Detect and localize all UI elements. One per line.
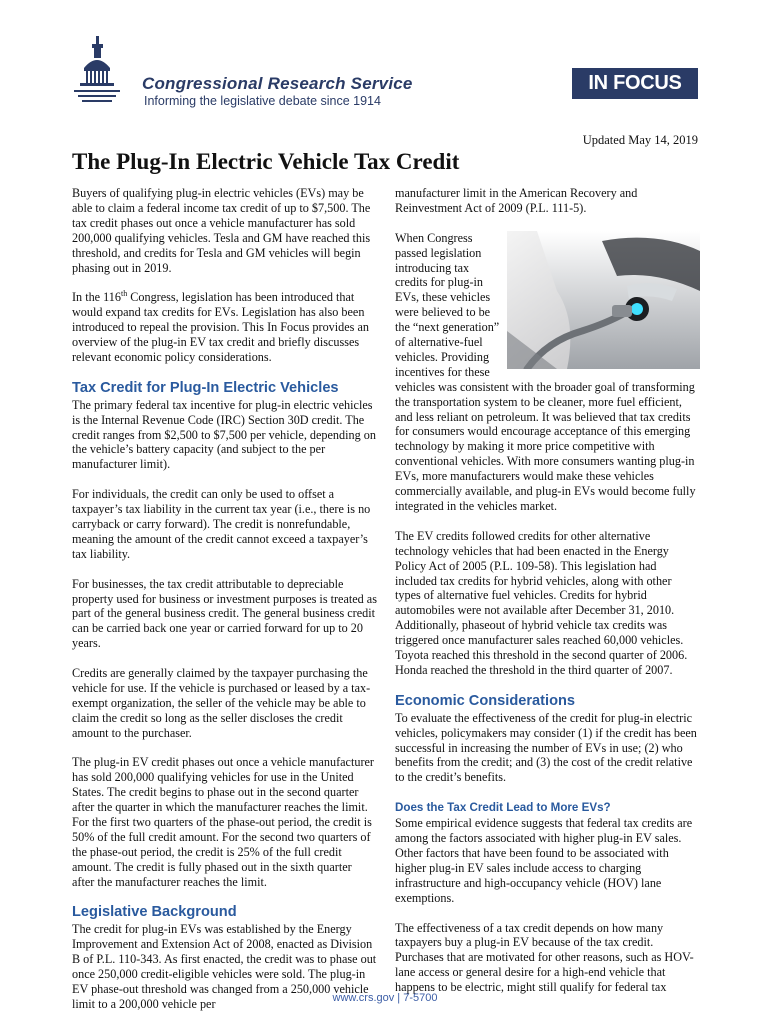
claim-paragraph: Credits are generally claimed by the taxpayer purchasing the vehicle for use. If the vehicle is purchased or leased by a tax-exempt organization, the seller of the vehicle may be able to claim the credit so long as the seller discloses the credit amount to the purchaser. <box>72 666 371 740</box>
heading-tax-credit: Tax Credit for Plug-In Electric Vehicles <box>72 379 339 396</box>
congress-text-pre: In the 116 <box>72 290 121 305</box>
legislative-paragraph: The credit for plug-in EVs was established by the Energy Improvement and Extension Act of 2008, enacted as Division B of P.L. 110-343. As first enacted, the credit was to phase out once 250,000 credit-eligible vehicles were sold. The plug-in EV phase-out threshold was changed from a 250,000 vehicle limit to a 200,000 vehicle per <box>72 922 377 1012</box>
ev-charging-photo <box>507 231 700 369</box>
left-column <box>72 186 377 1012</box>
energy-policy-paragraph: The EV credits followed credits for other alternative technology vehicles that had been enacted in the Energy Policy Act of 2005 (P.L. 109-58). This legislation had included tax credits for hybrid vehicles, along with other types of alternative fuel vehicles. Credits for hybrid automobiles were not available after December 31, 2010. Additionally, phaseout of hybrid vehicle tax credits was triggered once manufacturer sales reached 60,000 vehicles. Toyota reached this threshold in the second quarter of 2006. Honda reached the threshold in the third quarter of 2007. <box>395 528 688 677</box>
footer-link[interactable]: www.crs.gov | 7-5700 <box>332 992 438 1004</box>
page-title: The Plug-In Electric Vehicle Tax Credit <box>72 149 460 174</box>
evaluate-paragraph: To evaluate the effectiveness of the credit for plug-in electric vehicles, policymakers may consider (1) if the credit has been successful in increasing the number of EVs in use; (2) who benefits from the credit; and (3) the cost of the credit relative to the credit’s benefits. <box>395 710 697 785</box>
effectiveness-paragraph: The effectiveness of a tax credit depends on how many taxpayers buy a plug-in EV because of the tax credit. Purchases that are motivated for other reasons, such as HOV-lane access or general desire for a high-end vehicle that happens to be electric, might still qualify for federal tax <box>395 920 694 995</box>
ordinal-superscript: th <box>120 289 128 299</box>
section-30d-paragraph: The primary federal tax incentive for plug-in electric vehicles is the Internal Revenue Code (IRC) Section 30D credit. The credit ranges from $2,500 to $7,500 per vehicle, depending on the vehicle’s battery capacity (and subject to the per manufacturer limit). <box>72 397 376 472</box>
next-generation-paragraph: When Congress passed legislation introducing tax credits for plug-in EVs, these vehicles were believed to be the “next generation” of alternative-fuel vehicles. Providing incentives for these vehicles was consistent with the broader goal of transforming the transportation system to be cleaner, more fuel efficient, and less reliant on petroleum. It was believed that tax credits for consumers would encourage acceptance of this emerging technology by making it more price competitive with conventional vehicles. With more consumers wanting plug-in EVs, more manufacturers would make these vehicles commercially available, and plug-in EVs would become fully integrated in the vehicles market. <box>395 230 696 514</box>
intro-paragraph: Buyers of qualifying plug-in electric vehicles (EVs) may be able to claim a federal income tax credit of up to $7,500. The tax credit phases out once a vehicle manufacturer has sold 200,000 qualifying vehicles. Tesla and GM have reached this threshold, and credits for Tesla and GM vehicles will begin phasing out in 2019. <box>72 186 371 275</box>
individuals-paragraph: For individuals, the credit can only be used to offset a taxpayer’s tax liability in the current tax year (i.e., there is no carryback or carry forward). The credit is nonrefundable, meaning the amount of the credit cannot exceed a taxpayer’s tax liability. <box>72 487 371 561</box>
org-tagline: Informing the legislative debate since 1914 <box>144 94 381 108</box>
heading-more-evs: Does the Tax Credit Lead to More EVs? <box>395 801 611 815</box>
photo-wrap <box>395 231 700 514</box>
congress-text-post: Congress, legislation has been introduced that would expand tax credits for EVs. Legislation has also been introduced to repeal the provision. This In Focus provides an overview of the plug-in EV tax credit and briefly discusses relevant economic policy considerations. <box>72 290 369 364</box>
empirical-paragraph: Some empirical evidence suggests that federal tax credits are among the factors associated with higher plug-in EV sales. Other factors that have been found to be associated with higher plug-in EV sales include access to charging infrastructure and high-occupancy vehicle (HOV) lane exemptions. <box>395 816 693 905</box>
heading-legislative-background: Legislative Background <box>72 904 237 921</box>
arra-paragraph: manufacturer limit in the American Recovery and Reinvestment Act of 2009 (P.L. 111-5). <box>395 186 638 215</box>
businesses-paragraph: For businesses, the tax credit attributable to depreciable property used for business or investment purposes is treated as part of the general business credit. The general business credit can be carried back one year or carried forward for up to 20 years. <box>72 576 377 651</box>
heading-economic-considerations: Economic Considerations <box>395 692 576 709</box>
in-focus-badge: IN FOCUS <box>572 68 698 99</box>
congress-paragraph <box>72 290 377 365</box>
phaseout-paragraph: The plug-in EV credit phases out once a vehicle manufacturer has sold 200,000 qualifying vehicles for use in the United States. The credit begins to phase out in the second quarter after the quarter in which the manufacturer reaches the limit. For the first two quarters of the phase-out period, the credit is 50% of the full credit amount. For the second two quarters of the phase-out period, the credit is 25% of the full credit amount. The credit is fully phased out in the sixth quarter after the manufacturer reaches the limit. <box>72 755 374 889</box>
org-name: Congressional Research Service <box>142 74 413 93</box>
right-column <box>395 186 700 995</box>
updated-date: Updated May 14, 2019 <box>582 133 698 147</box>
